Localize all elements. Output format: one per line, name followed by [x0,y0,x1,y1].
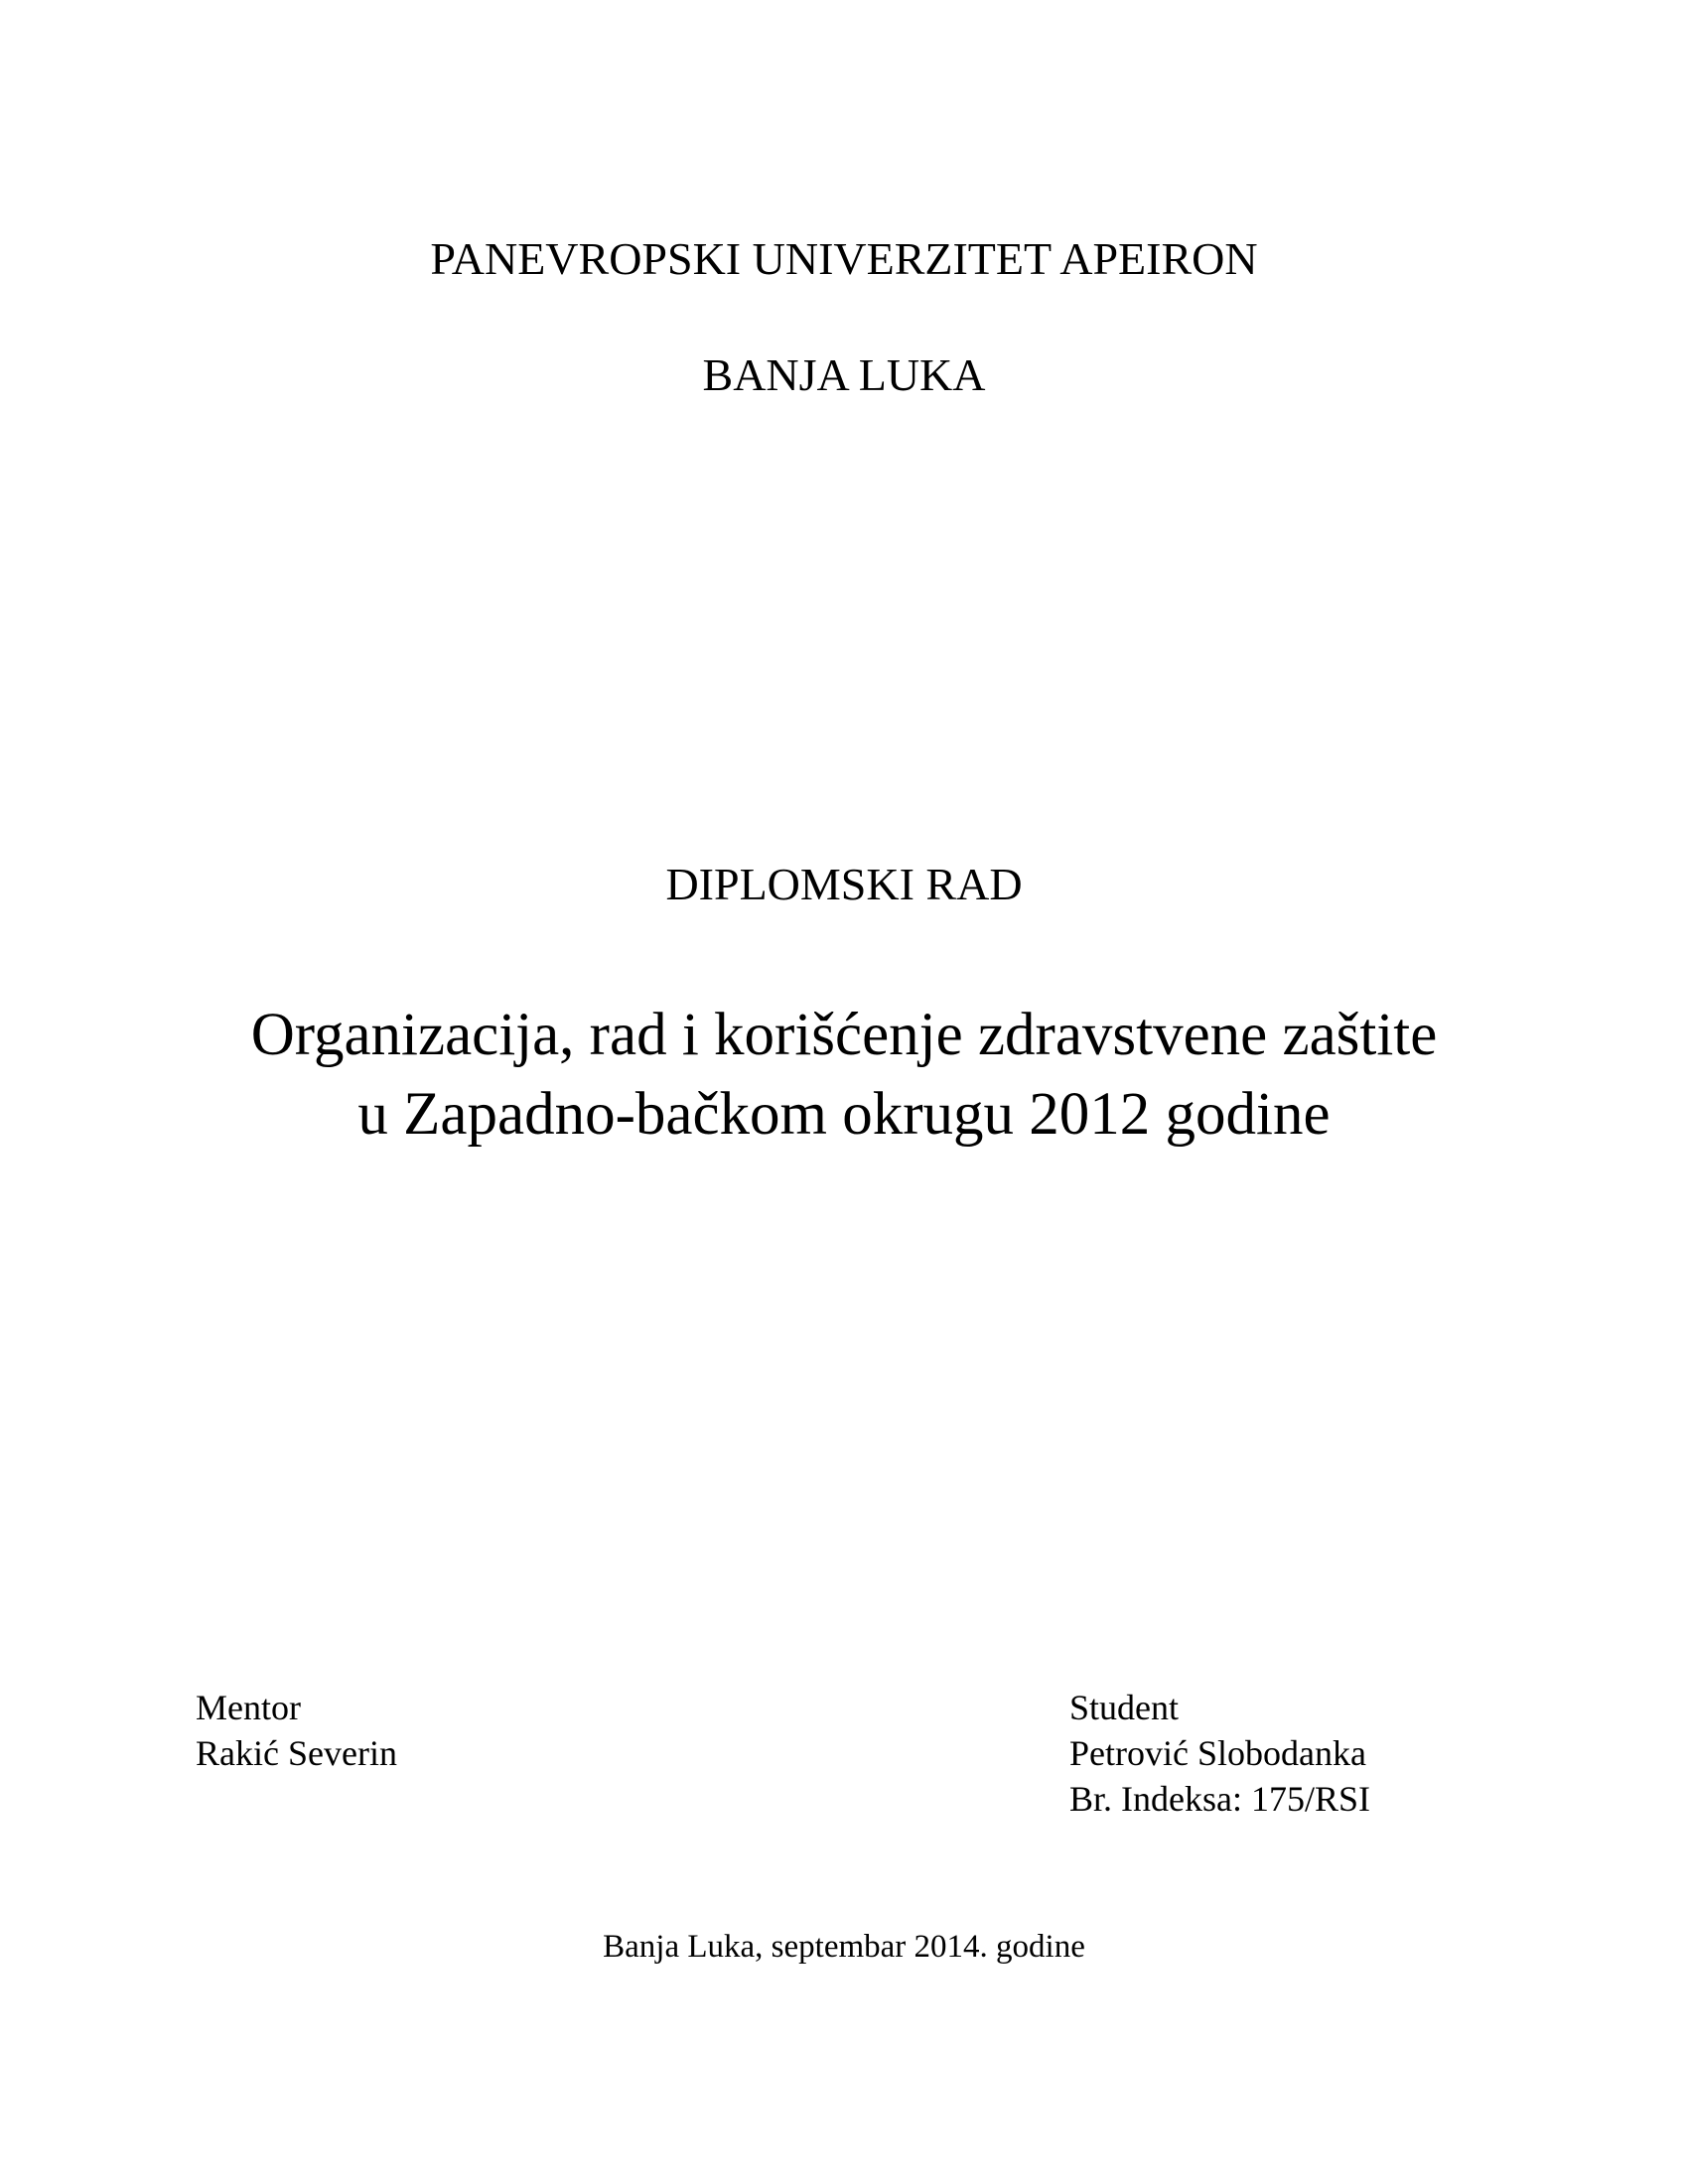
student-block [1069,1685,1370,1822]
document-type: DIPLOMSKI RAD [665,859,1023,909]
university-city: BANJA LUKA [702,349,986,400]
student-index: Br. Indeksa: 175/RSI [1069,1779,1370,1819]
thesis-title-line-2: u Zapadno-bačkom okrugu 2012 godine [357,1081,1331,1148]
place-and-date: Banja Luka, septembar 2014. godine [603,1929,1085,1965]
mentor-block [196,1685,397,1776]
mentor-name: Rakić Severin [196,1733,397,1773]
student-label: Student [1069,1688,1180,1727]
thesis-title-line-1: Organizacija, rad i korišćenje zdravstvene zaštite [250,1002,1438,1068]
university-name: PANEVROPSKI UNIVERZITET APEIRON [430,233,1258,284]
student-name: Petrović Slobodanka [1069,1733,1366,1773]
mentor-label: Mentor [196,1688,301,1727]
